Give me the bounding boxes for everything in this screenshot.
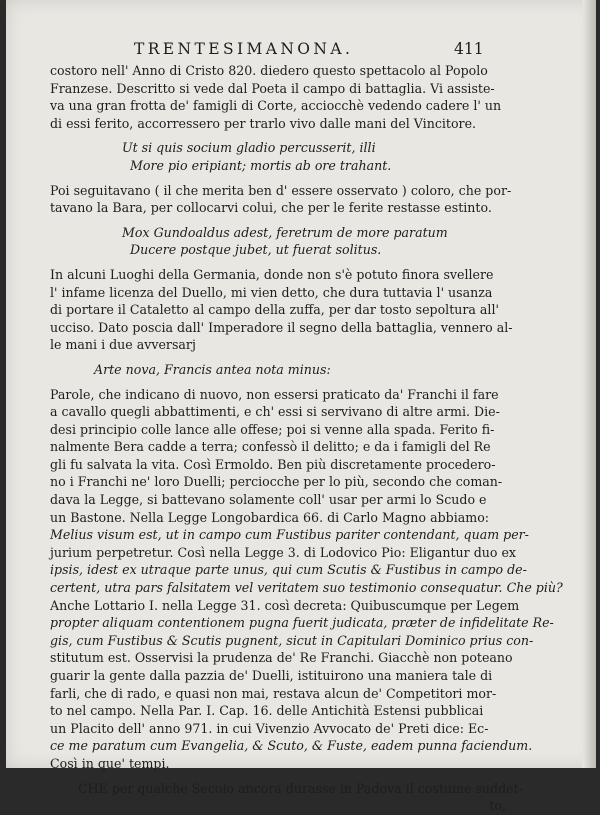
book-page: [6, 0, 596, 814]
spacer: [50, 132, 520, 139]
text-line: jurium perpetretur. Così nella Legge 3. di Lodovico Pio: Eligantur duo ex: [50, 544, 517, 560]
verse-line: Ut si quis socium gladio percusserit, illi: [122, 140, 376, 156]
text-line: CHE per qualche Secolo ancora durasse in Padova il costume suddet-: [78, 780, 523, 796]
text-line: le mani i due avversarj: [50, 337, 196, 353]
spacer: [50, 175, 520, 182]
text-line: tavano la Bara, per collocarvi colui, che per le ferite restasse estinto.: [50, 200, 492, 216]
spacer: [50, 354, 520, 361]
text-line: In alcuni Luoghi della Germania, donde non s'è potuto finora svellere: [50, 266, 494, 282]
text-line: gli fu salvata la vita. Così Ermoldo. Ben più discretamente procedero-: [50, 456, 496, 472]
text-line: farli, che di rado, e quasi non mai, restava alcun de' Competitori mor-: [50, 685, 497, 701]
text-line: di portare il Cataletto al campo della zuffa, per dar tosto sepoltura all': [50, 302, 499, 318]
text-line: a cavallo quegli abbattimenti, e ch' essi si servivano di altre armi. Die-: [50, 404, 500, 420]
text-line: propter aliquam contentionem pugna fuerit judicata, præter de infidelitate Re-: [50, 615, 554, 631]
text-line: Così in que' tempi.: [50, 755, 170, 771]
spacer: [50, 259, 520, 266]
text-line: Franzese. Descritto si vede dal Poeta il campo di battaglia. Vi assiste-: [50, 80, 495, 96]
text-line: di essi ferito, accorressero per trarlo vivo dalle mani del Vincitore.: [50, 115, 477, 131]
verse-line: Mox Gundoaldus adest, feretrum de more paratum: [122, 224, 448, 240]
verse-line: More pio eripiant; mortis ab ore trahant.: [130, 157, 392, 173]
text-line: Anche Lottario I. nella Legge 31. così decreta: Quibuscumque per Legem: [50, 597, 520, 613]
text-line: stitutum est. Osservisi la prudenza de' Re Franchi. Giacchè non poteano: [50, 650, 513, 666]
body-text: [50, 62, 563, 815]
text-line: desi principio colle lance alle offese; poi si venne alla spada. Ferito fi-: [50, 421, 495, 437]
text-line: certent, utra pars falsitatem vel veritatem suo testimonio consequatur. Che più?: [50, 580, 563, 596]
text-line: va una gran frotta de' famigli di Corte, acciocchè vedendo cadere l' un: [50, 98, 502, 114]
verse-line: Arte nova, Francis antea nota minus:: [94, 361, 331, 377]
spacer: [50, 379, 520, 386]
text-line: to nel campo. Nella Par. I. Cap. 16. delle Antichità Estensi pubblicai: [50, 703, 484, 719]
page-gutter-shadow: [582, 0, 596, 768]
catchword: to,: [489, 798, 506, 814]
page-number: 411: [454, 40, 484, 58]
text-line: ipsis, idest ex utraque parte unus, qui cum Scutis & Fustibus in campo de-: [50, 562, 527, 578]
running-title: TRENTESIMANONA.: [134, 40, 354, 58]
text-line: Melius visum est, ut in campo cum Fustibus pariter contendant, quam per-: [50, 527, 529, 543]
text-line: Poi seguitavano ( il che merita ben d' essere osservato ) coloro, che por-: [50, 182, 512, 198]
text-line: no i Franchi ne' loro Duelli; perciocche per lo più, secondo che coman-: [50, 474, 503, 490]
text-line: guarir la gente dalla pazzia de' Duelli, istituirono una maniera tale di: [50, 668, 493, 683]
running-head: [6, 40, 596, 62]
text-line: gis, cum Fustibus & Scutis pugnent, sicut in Capitulari Dominico prius con-: [50, 632, 534, 648]
spacer: [50, 773, 520, 780]
text-line: nalmente Bera cadde a terra; confessò il delitto; e da i famigli del Re: [50, 439, 491, 455]
text-line: un Placito dell' anno 971. in cui Vivenzio Avvocato de' Preti dice: Ec-: [50, 720, 489, 736]
text-line: ce me paratum cum Evangelia, & Scuto, & Fuste, eadem punna faciendum.: [50, 738, 533, 754]
text-line: Parole, che indicano di nuovo, non essersi praticato da' Franchi il fare: [50, 386, 499, 402]
text-line: l' infame licenza del Duello, mi vien detto, che dura tuttavia l' usanza: [50, 284, 493, 300]
text-line: un Bastone. Nella Legge Longobardica 66. di Carlo Magno abbiamo:: [50, 509, 490, 525]
spacer: [50, 217, 520, 224]
verse-line: Ducere postque jubet, ut fuerat solitus.: [130, 242, 382, 258]
text-line: ucciso. Dato poscia dall' Imperadore il segno della battaglia, vennero al-: [50, 319, 513, 335]
text-line: dava la Legge, si battevano solamente coll' usar per armi lo Scudo e: [50, 492, 487, 508]
text-line: costoro nell' Anno di Cristo 820. diedero questo spettacolo al Popolo: [50, 63, 488, 78]
